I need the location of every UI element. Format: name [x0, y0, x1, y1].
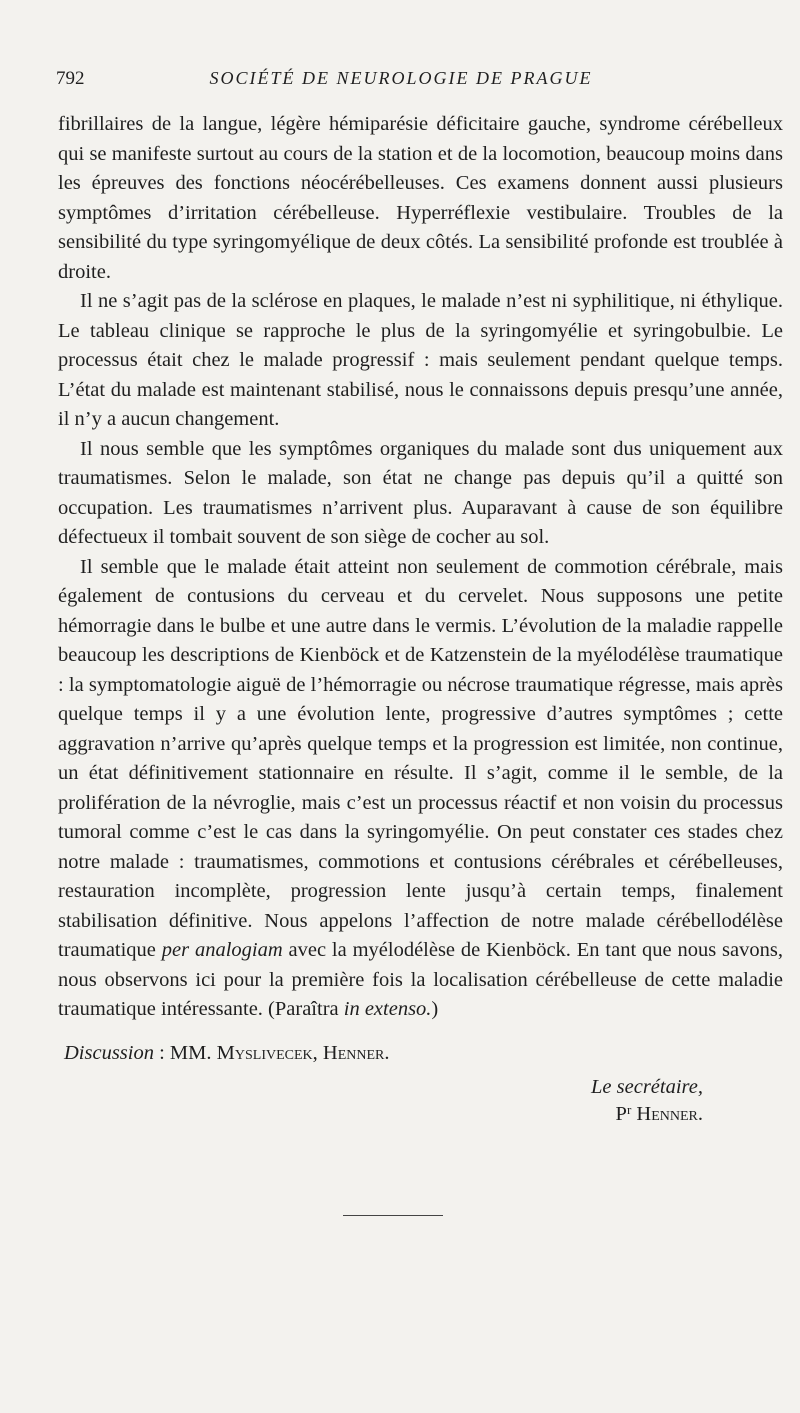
page-header: [56, 68, 746, 98]
signature-block: [58, 1074, 783, 1128]
end-rule: [343, 1215, 443, 1216]
discussion-label: Discussion: [64, 1041, 154, 1064]
discussion-separator: : MM.: [153, 1041, 217, 1064]
italic-in-extenso: in extenso.: [343, 998, 432, 1020]
page-number: 792: [56, 68, 85, 89]
paragraph-4-middle: avec la myélodélèse de Kienböck. En tant que nous savons, nous observons ici pour la première fois la localisation cérébelleuse de cette maladie traumatique intéressante. (Paraîtra: [58, 939, 783, 1020]
paragraph-4: [58, 553, 783, 1025]
discussion-line: [58, 1039, 783, 1069]
article-body: [58, 110, 783, 1128]
italic-per-analogiam: per analogiam: [161, 939, 283, 961]
running-title: SOCIÉTÉ DE NEUROLOGIE DE PRAGUE: [209, 68, 593, 88]
paragraph-4-close: ): [431, 998, 439, 1020]
signature-prefix-sup: r: [626, 1102, 632, 1117]
discussion-names: Myslivecek, Henner.: [216, 1041, 390, 1064]
paragraph-1: fibrillaires de la langue, légère hémiparésie déficitaire gauche, syndrome cérébelleux qui se manifeste surtout au cours de la station et de la locomotion, beaucoup moins dans les épreuves des fonctions néocérébelleuses. Ces examens donnent aussi plusieurs symptômes d’irritation cérébelleuse. Hyperréflexie vestibulaire. Troubles de la sensibilité du type syringomyélique de deux côtés. La sensibilité profonde est troublée à droite.: [58, 113, 783, 283]
signature-name-line: [58, 1101, 703, 1128]
paragraph-4-text: Il semble que le malade était atteint non seulement de commotion cérébrale, mais également de contusions du cerveau et du cervelet. Nous supposons une petite hémorragie dans le bulbe et une autre dans le vermis. L’évolution de la maladie rappelle beaucoup les descriptions de Kienböck et de Katzenstein de la myélodélèse traumatique : la symptomatologie aiguë de l’hémorragie ou nécrose traumatique régresse, mais après quelque temps il y a une évolution lente, progressive d’autres symptômes ; cette aggravation n’arrive qu’après quelque temps et la progression est limitée, non continue, un état définitivement stationnaire en résulte. Il s’agit, comme il le semble, de la prolifération de la névroglie, mais c’est un processus réactif et non voisin du processus tumoral comme c’est le cas dans la syringomyélie. On peut constater ces stades chez notre malade : traumatismes, commotions et contusions cérébrales et cérébelleuses, restauration incomplète, progression lente jusqu’à certain temps, finalement stabilisation définitive. Nous appelons l’affection de notre malade cérébellodélèse traumatique: [58, 555, 783, 961]
signature-title: Le secrétaire,: [591, 1076, 703, 1098]
paragraph-2: Il ne s’agit pas de la sclérose en plaques, le malade n’est ni syphilitique, ni éthylique. Le tableau clinique se rapproche le plus de la syringomyélie et syringobulbie. Le processus était chez le malade progressif : mais seulement pendant quelque temps. L’état du malade est maintenant stabilisé, nous le connaissons depuis presqu’une année, il n’y a aucun changement.: [58, 290, 783, 430]
paragraph-3: Il nous semble que les symptômes organiques du malade sont dus uniquement aux traumatismes. Selon le malade, son état ne change pas depuis qu’il a quitté son occupation. Les traumatismes n’arrivent plus. Auparavant à cause de son équilibre défectueux il tombait souvent de son siège de cocher au sol.: [58, 437, 783, 548]
signature-name: Henner.: [631, 1103, 703, 1125]
signature-prefix: P: [615, 1103, 627, 1125]
